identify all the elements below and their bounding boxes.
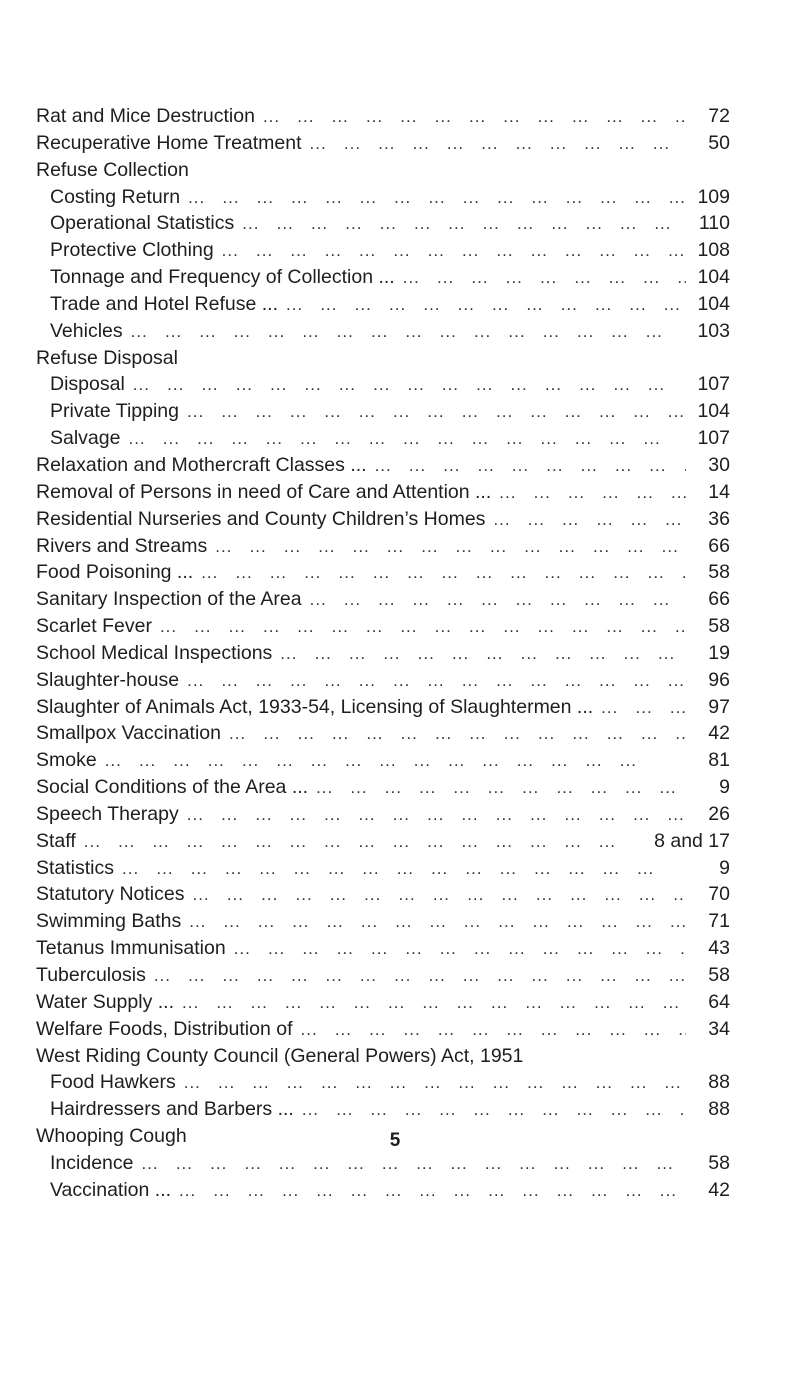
entry-page-number: 108 xyxy=(697,239,730,262)
entry-label: Social Conditions of the Area ... xyxy=(36,776,309,799)
entry-label: Food Poisoning ... xyxy=(36,561,194,584)
index-entry xyxy=(36,130,730,157)
index-entry xyxy=(36,210,730,237)
entry-page-number: 43 xyxy=(708,937,730,960)
leader-dots xyxy=(302,1097,686,1124)
entry-label: Whooping Cough xyxy=(36,1125,187,1148)
leader-dots xyxy=(499,480,686,507)
entry-label: Operational Statistics xyxy=(50,212,235,235)
index-entry xyxy=(36,479,730,506)
index-entry xyxy=(36,157,730,184)
index-entry xyxy=(36,184,730,211)
entry-label: Smallpox Vaccination xyxy=(36,722,221,745)
leader-dots xyxy=(84,829,646,856)
index-entry xyxy=(36,989,730,1016)
entry-label: Disposal xyxy=(50,373,125,396)
entry-label: Incidence xyxy=(50,1151,134,1174)
index-entry xyxy=(36,506,730,533)
index-entry xyxy=(36,1096,730,1123)
entry-label: Removal of Persons in need of Care and Attention ... xyxy=(36,480,492,503)
entry-label: Vaccination ... xyxy=(50,1178,172,1201)
entry-label: Refuse Collection xyxy=(36,158,189,181)
entry-label: Tuberculosis xyxy=(36,964,146,986)
entry-label: Staff xyxy=(36,829,76,852)
index-entry xyxy=(36,1016,730,1043)
entry-page-number: 19 xyxy=(708,641,730,664)
leader-dots xyxy=(316,775,686,802)
entry-label: Welfare Foods, Distribution of xyxy=(36,1017,293,1040)
entry-page-number: 88 xyxy=(708,1071,730,1094)
index-entry xyxy=(36,371,730,398)
entry-page-number: 107 xyxy=(697,373,730,396)
index-entry xyxy=(36,559,730,586)
leader-dots xyxy=(286,292,686,319)
entry-page-number: 110 xyxy=(698,212,730,235)
entry-label: Recuperative Home Treatment xyxy=(36,131,302,154)
index-entry xyxy=(36,667,730,694)
leader-dots xyxy=(493,507,686,534)
leader-dots xyxy=(160,614,686,641)
entry-page-number: 71 xyxy=(708,910,730,933)
entry-label: Protective Clothing xyxy=(50,239,214,262)
leader-dots xyxy=(187,399,686,426)
leader-dots xyxy=(141,1151,686,1178)
entry-label: Costing Return xyxy=(50,185,181,208)
leader-dots xyxy=(188,185,686,212)
leader-dots xyxy=(189,909,686,936)
leader-dots xyxy=(263,104,686,131)
entry-label: Trade and Hotel Refuse ... xyxy=(50,292,278,315)
index-entry xyxy=(36,586,730,613)
entry-label: Rivers and Streams xyxy=(36,534,208,557)
entry-page-number: 14 xyxy=(708,480,730,503)
entry-label: Rat and Mice Destruction xyxy=(36,105,255,127)
leader-dots xyxy=(201,560,686,587)
entry-label: Residential Nurseries and County Children’s Homes xyxy=(36,507,486,530)
index-entry xyxy=(36,345,730,372)
entry-page-number: 72 xyxy=(708,105,730,127)
index-entry xyxy=(36,774,730,801)
entry-page-number: 42 xyxy=(708,1178,730,1201)
index-entry xyxy=(36,881,730,908)
entry-label: Slaughter of Animals Act, 1933-54, Licensing of Slaughtermen ... xyxy=(36,695,594,718)
entry-page-number: 9 xyxy=(719,856,730,879)
entry-label: Scarlet Fever xyxy=(36,615,152,638)
leader-dots xyxy=(184,1070,686,1097)
index-entry xyxy=(36,640,730,667)
index-entry xyxy=(36,1069,730,1096)
entry-page-number: 70 xyxy=(708,883,730,906)
index-entry xyxy=(36,425,730,452)
index-entry xyxy=(36,533,730,560)
leader-dots xyxy=(215,534,686,561)
entry-page-number: 66 xyxy=(708,588,730,611)
leader-dots xyxy=(242,211,686,238)
entry-page-number: 104 xyxy=(697,400,730,423)
entry-page-number: 36 xyxy=(708,507,730,530)
leader-dots xyxy=(179,1178,686,1205)
entry-page-number: 50 xyxy=(708,131,730,154)
index-entry xyxy=(36,1177,730,1204)
entry-page-number: 34 xyxy=(708,1017,730,1040)
page-number: 5 xyxy=(389,1130,401,1151)
index-entry xyxy=(36,828,730,855)
leader-dots xyxy=(182,990,686,1017)
leader-dots xyxy=(133,372,686,399)
index-entry xyxy=(36,613,730,640)
index-entry xyxy=(36,801,730,828)
entry-label: Swimming Baths xyxy=(36,910,182,933)
entry-label: Water Supply ... xyxy=(36,990,174,1013)
leader-dots xyxy=(222,238,686,265)
entry-page-number: 109 xyxy=(697,185,730,208)
index-entry xyxy=(36,318,730,345)
leader-dots xyxy=(301,1017,687,1044)
entry-label: Sanitary Inspection of the Area xyxy=(36,588,302,611)
leader-dots xyxy=(187,668,686,695)
entry-page-number: 42 xyxy=(708,722,730,745)
index-entry xyxy=(36,1150,730,1177)
index-entry xyxy=(36,291,730,318)
entry-page-number: 81 xyxy=(708,749,730,772)
entry-page-number: 88 xyxy=(708,1098,730,1121)
index-entry xyxy=(36,237,730,264)
index-entry xyxy=(36,1043,730,1070)
entry-page-number: 96 xyxy=(708,668,730,691)
entry-page-number: 66 xyxy=(708,534,730,557)
index-list xyxy=(36,103,730,1204)
index-entry xyxy=(36,264,730,291)
leader-dots xyxy=(375,453,686,480)
entry-page-number: 30 xyxy=(708,453,730,476)
leader-dots xyxy=(122,856,686,883)
leader-dots xyxy=(229,721,686,748)
leader-dots xyxy=(310,131,686,158)
leader-dots xyxy=(154,963,686,990)
entry-label: Statistics xyxy=(36,856,115,879)
index-entry xyxy=(36,935,730,962)
leader-dots xyxy=(280,641,686,668)
entry-page-number: 8 and 17 xyxy=(654,829,730,852)
index-entry xyxy=(36,694,730,721)
entry-page-number: 58 xyxy=(708,1151,730,1174)
leader-dots xyxy=(131,319,686,346)
entry-label: Hairdressers and Barbers ... xyxy=(50,1098,294,1121)
index-entry xyxy=(36,908,730,935)
entry-page-number: 104 xyxy=(697,292,730,315)
entry-label: Vehicles xyxy=(50,319,123,342)
leader-dots xyxy=(601,695,686,722)
index-entry xyxy=(36,855,730,882)
entry-label: Salvage xyxy=(50,427,121,450)
index-entry xyxy=(36,747,730,774)
entry-label: Refuse Disposal xyxy=(36,346,178,369)
index-entry xyxy=(36,398,730,425)
entry-label: Tetanus Immunisation xyxy=(36,937,226,960)
entry-label: School Medical Inspections xyxy=(36,641,273,664)
entry-page-number: 107 xyxy=(697,427,730,450)
leader-dots xyxy=(234,936,686,963)
entry-label: Speech Therapy xyxy=(36,802,179,825)
entry-page-number: 103 xyxy=(697,319,730,342)
entry-page-number: 58 xyxy=(708,615,730,638)
index-entry xyxy=(36,452,730,479)
index-entry xyxy=(36,720,730,747)
entry-page-number: 26 xyxy=(708,802,730,825)
entry-label: Food Hawkers xyxy=(50,1071,176,1094)
leader-dots xyxy=(128,426,686,453)
entry-page-number: 58 xyxy=(708,964,730,986)
entry-label: Slaughter-house xyxy=(36,668,180,691)
entry-page-number: 58 xyxy=(708,561,730,584)
entry-page-number: 9 xyxy=(719,776,730,799)
entry-label: Smoke xyxy=(36,749,97,772)
leader-dots xyxy=(105,748,686,775)
leader-dots xyxy=(403,265,686,292)
leader-dots xyxy=(192,882,686,909)
entry-label: Private Tipping xyxy=(50,400,179,423)
entry-label: West Riding County Council (General Powers) Act, 1951 xyxy=(36,1044,524,1067)
entry-label: Relaxation and Mothercraft Classes ... xyxy=(36,453,367,476)
entry-page-number: 97 xyxy=(708,695,730,718)
entry-page-number: 104 xyxy=(697,266,730,289)
entry-label: Tonnage and Frequency of Collection ... xyxy=(50,266,395,289)
leader-dots xyxy=(187,802,686,829)
index-entry xyxy=(36,103,730,130)
entry-page-number: 64 xyxy=(708,990,730,1013)
index-entry xyxy=(36,962,730,989)
leader-dots xyxy=(310,587,686,614)
entry-label: Statutory Notices xyxy=(36,883,185,906)
